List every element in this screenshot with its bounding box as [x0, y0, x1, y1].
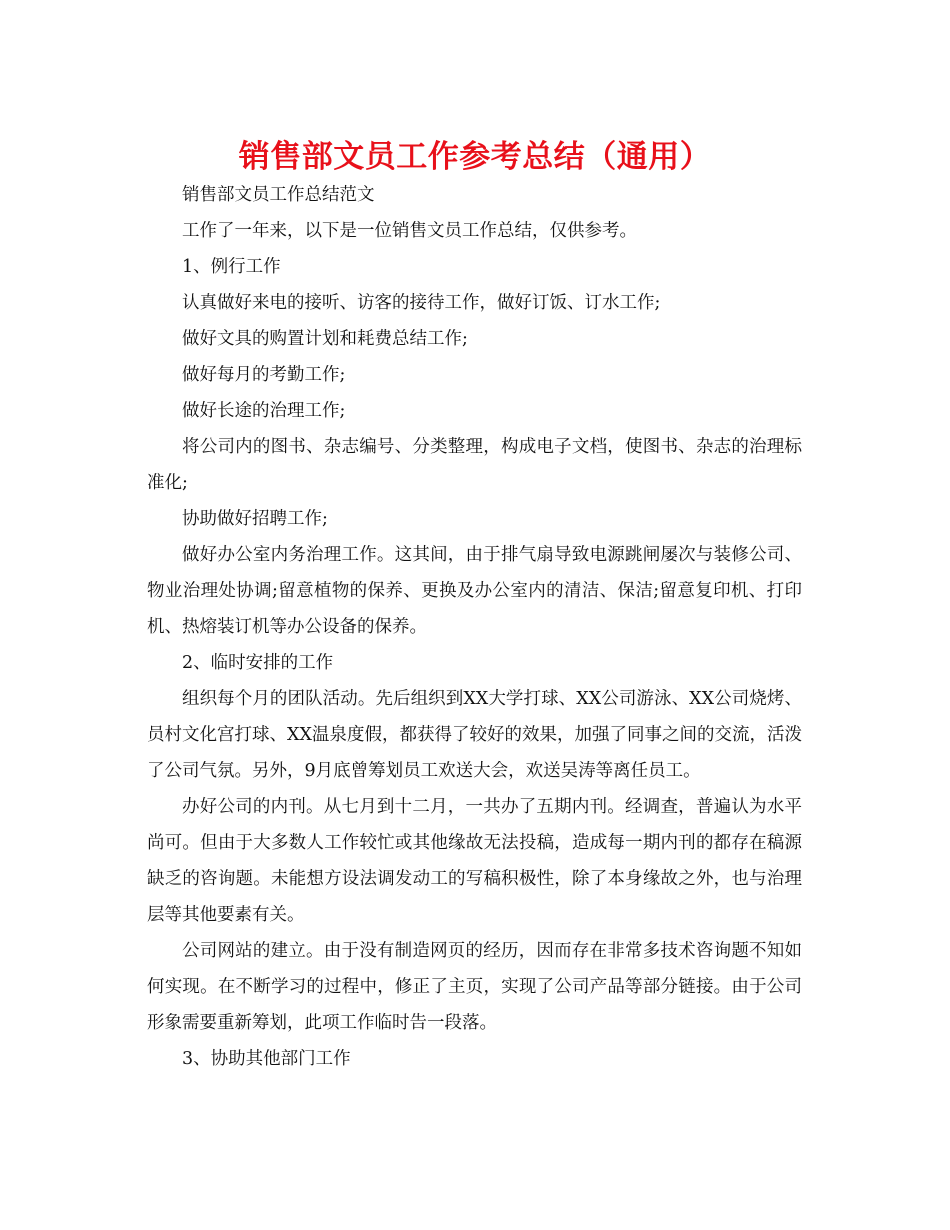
paragraph: 认真做好来电的接听、访客的接待工作，做好订饭、订水工作; — [182, 293, 661, 313]
paragraph: 做好文具的购置计划和耗费总结工作; — [182, 329, 468, 349]
section-heading-routine-work: 1、例行工作 — [182, 257, 281, 277]
paragraph: 公司网站的建立。由于没有制造网页的经历，因而存在非常多技术咨询题不知如何实现。在不断学习的过程中，修正了主页，实现了公司产品等部分链接。由于公司形象需要重新筹划，此项工作临时告一段落。 — [147, 941, 802, 1033]
paragraph-subtitle: 销售部文员工作总结范文 — [182, 185, 375, 205]
paragraph: 做好办公室内务治理工作。这其间，由于排气扇导致电源跳闸屡次与装修公司、物业治理处协调;留意植物的保养、更换及办公室内的清洁、保洁;留意复印机、打印机、热熔装订机等办公设备的保养。 — [147, 545, 802, 637]
paragraph: 将公司内的图书、杂志编号、分类整理，构成电子文档，使图书、杂志的治理标准化; — [147, 437, 802, 493]
document-body — [147, 177, 802, 1077]
paragraph: 办好公司的内刊。从七月到十二月，一共办了五期内刊。经调查，普遍认为水平尚可。但由于大多数人工作较忙或其他缘故无法投稿，造成每一期内刊的都存在稿源缺乏的咨询题。未能想方设法调发动工的写稿积极性，除了本身缘故之外，也与治理层等其他要素有关。 — [147, 797, 802, 925]
section-heading-assist-departments: 3、协助其他部门工作 — [182, 1049, 351, 1069]
paragraph: 组织每个月的团队活动。先后组织到XX大学打球、XX公司游泳、XX公司烧烤、员村文化宫打球、XX温泉度假，都获得了较好的效果，加强了同事之间的交流，活泼了公司气氛。另外，9月底曾筹划员工欢送大会，欢送吴涛等离任员工。 — [147, 689, 802, 781]
paragraph-intro: 工作了一年来，以下是一位销售文员工作总结，仅供参考。 — [182, 221, 637, 241]
paragraph: 做好长途的治理工作; — [182, 401, 346, 421]
section-heading-temporary-work: 2、临时安排的工作 — [182, 653, 334, 673]
paragraph: 协助做好招聘工作; — [182, 509, 328, 529]
document-title: 销售部文员工作参考总结（通用） — [238, 139, 712, 175]
paragraph: 做好每月的考勤工作; — [182, 365, 346, 385]
